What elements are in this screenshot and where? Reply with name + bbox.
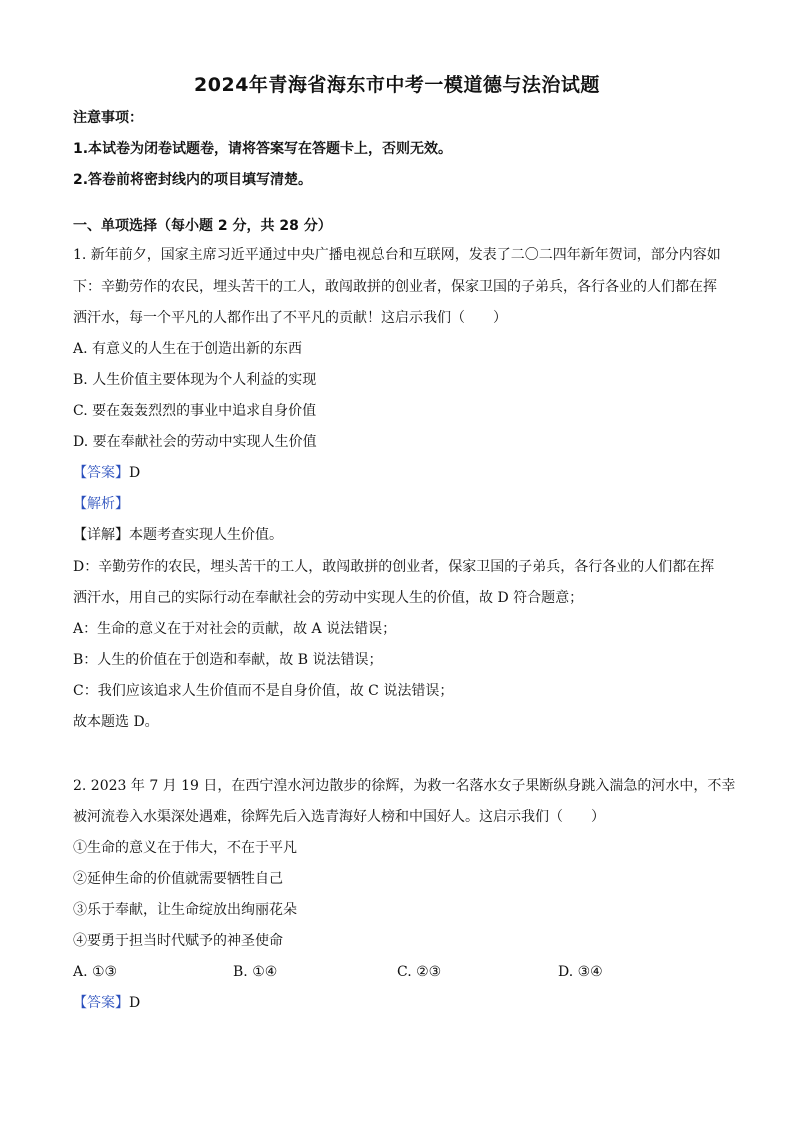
q2-option-c: C. ②③ <box>397 964 442 980</box>
q2-option-b: B. ①④ <box>233 964 278 980</box>
q1-answer <box>73 463 733 483</box>
q1-explanation-line-6: 故本题选 D。 <box>73 714 159 730</box>
notice-item-2: 2.答卷前将密封线内的项目填写清楚。 <box>73 172 313 188</box>
q2-statement-2: ②延伸生命的价值就需要牺牲自己 <box>73 871 283 887</box>
q2-option-a: A. ①③ <box>73 964 118 980</box>
detail-tag: 【详解】 <box>73 527 129 543</box>
q2-answer <box>73 993 733 1013</box>
q2-option-d: D. ③④ <box>558 964 603 980</box>
q1-stem-line-1: 1. 新年前夕，国家主席习近平通过中央广播电视总台和互联网，发表了二〇二四年新年贺词，部分内容如 <box>73 247 721 263</box>
q1-option-b: B. 人生价值主要体现为个人利益的实现 <box>73 372 317 388</box>
q1-detail <box>73 525 733 545</box>
q2-statement-1: ①生命的意义在于伟大，不在于平凡 <box>73 840 297 856</box>
q2-stem-line-1: 2. 2023 年 7 月 19 日，在西宁湟水河边散步的徐辉，为救一名落水女子果断纵身跳入湍急的河水中，不幸 <box>73 778 736 794</box>
q1-stem-line-2: 下：辛勤劳作的农民，埋头苦干的工人，敢闯敢拼的创业者，保家卫国的子弟兵，各行各业的人们都在挥 <box>73 279 717 295</box>
q1-explanation-line-1: D：辛勤劳作的农民，埋头苦干的工人，敢闯敢拼的创业者，保家卫国的子弟兵，各行各业的人们都在挥 <box>73 559 715 575</box>
notice-item-1: 1.本试卷为闭卷试题卷，请将答案写在答题卡上，否则无效。 <box>73 141 453 157</box>
q2-statement-4: ④要勇于担当时代赋予的神圣使命 <box>73 933 283 949</box>
answer-value: D <box>129 995 141 1011</box>
notice-heading: 注意事项： <box>73 110 143 126</box>
q1-option-c: C. 要在轰轰烈烈的事业中追求自身价值 <box>73 403 317 419</box>
q2-statement-3: ③乐于奉献，让生命绽放出绚丽花朵 <box>73 902 297 918</box>
detail-text: 本题考查实现人生价值。 <box>129 527 283 543</box>
q1-option-a: A. 有意义的人生在于创造出新的东西 <box>73 341 303 357</box>
document-title: 2024年青海省海东市中考一模道德与法治试题 <box>194 74 600 96</box>
q2-stem-line-2: 被河流卷入水渠深处遇难，徐辉先后入选青海好人榜和中国好人。这启示我们（ ） <box>73 809 605 825</box>
q1-analysis-tag <box>73 494 733 514</box>
q1-option-d: D. 要在奉献社会的劳动中实现人生价值 <box>73 434 317 450</box>
answer-tag: 【答案】 <box>73 995 129 1011</box>
q1-stem-line-3: 洒汗水，每一个平凡的人都作出了不平凡的贡献！这启示我们（ ） <box>73 310 507 326</box>
answer-tag: 【答案】 <box>73 465 129 481</box>
q1-explanation-line-2: 洒汗水，用自己的实际行动在奉献社会的劳动中实现人生的价值，故 D 符合题意； <box>73 590 584 606</box>
section-heading: 一、单项选择（每小题 2 分，共 28 分） <box>73 218 332 234</box>
q1-explanation-line-4: B：人生的价值在于创造和奉献，故 B 说法错误； <box>73 652 383 668</box>
q1-explanation-line-3: A：生命的意义在于对社会的贡献，故 A 说法错误； <box>73 621 397 637</box>
q1-explanation-line-5: C：我们应该追求人生价值而不是自身价值，故 C 说法错误； <box>73 683 454 699</box>
analysis-tag: 【解析】 <box>73 496 129 512</box>
answer-value: D <box>129 465 141 481</box>
